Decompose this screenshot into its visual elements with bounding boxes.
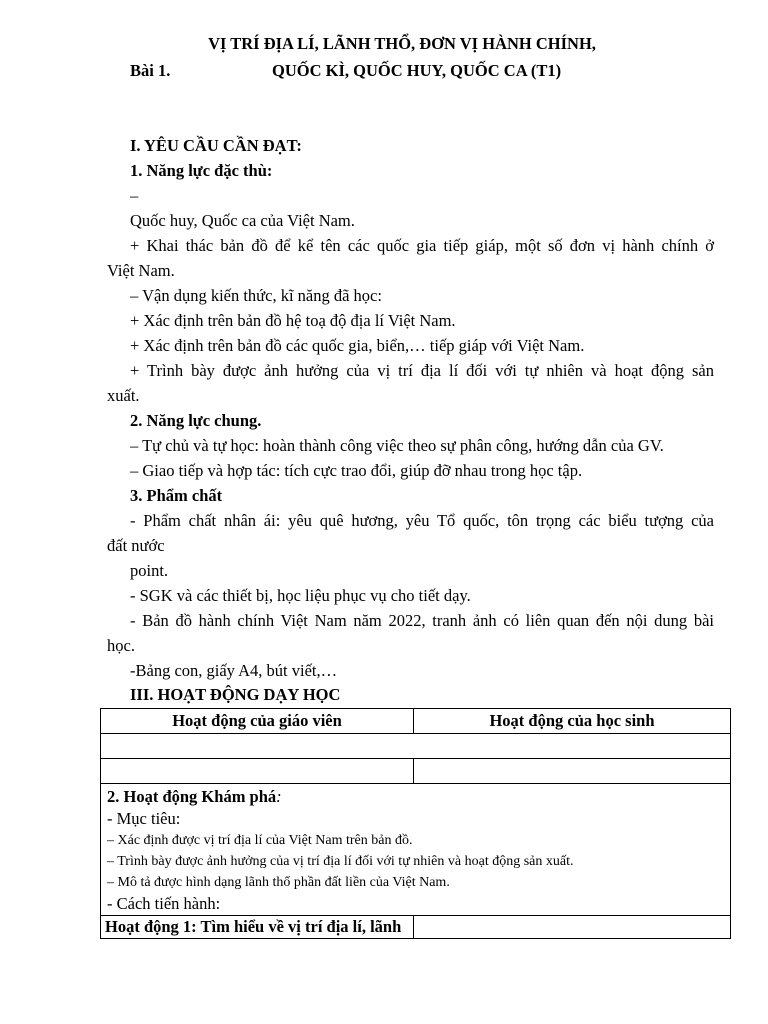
title-line-1: VỊ TRÍ ĐỊA LÍ, LÃNH THỔ, ĐƠN VỊ HÀNH CHÍNH,: [208, 34, 596, 53]
table-header-row: [101, 709, 731, 734]
subsection-3-heading: 3. Phẩm chất: [130, 486, 223, 505]
empty-cell: [414, 759, 731, 784]
subsection-2-heading: 2. Năng lực chung.: [130, 411, 262, 430]
explore-title: 2. Hoạt động Khám phá: [107, 787, 277, 806]
goal-3: – Mô tả được hình dạng lãnh thổ phần đất liền của Việt Nam.: [107, 875, 450, 890]
paragraph-12b: học.: [107, 636, 135, 655]
paragraph-4: + Xác định trên bản đồ hệ toạ độ địa lí Việt Nam.: [130, 311, 456, 330]
section-3-heading: III. HOẠT ĐỘNG DẠY HỌC: [130, 685, 341, 704]
title-line-2: QUỐC KÌ, QUỐC HUY, QUỐC CA (T1): [272, 61, 562, 80]
explore-cell: [101, 784, 731, 916]
goal-label: - Mục tiêu:: [107, 809, 181, 828]
paragraph-12a: - Bản đồ hành chính Việt Nam năm 2022, tranh ảnh có liên quan đến nội dung bài: [130, 611, 714, 630]
paragraph-13: -Bảng con, giấy A4, bút viết,…: [130, 661, 338, 680]
empty-cell: [414, 916, 731, 939]
paragraph-1: Quốc huy, Quốc ca của Việt Nam.: [130, 211, 355, 230]
paragraph-6b: xuất.: [107, 386, 140, 405]
paragraph-8: – Giao tiếp và hợp tác: tích cực trao đổi, giúp đỡ nhau trong học tập.: [130, 461, 583, 480]
paragraph-2a: + Khai thác bản đồ để kể tên các quốc gia tiếp giáp, một số đơn vị hành chính ở: [130, 236, 714, 255]
paragraph-2b: Việt Nam.: [107, 261, 175, 280]
table-row: [101, 784, 731, 916]
lesson-number: Bài 1.: [130, 61, 171, 80]
activity-table: [100, 708, 731, 939]
explore-heading: [107, 786, 724, 808]
explore-colon: :: [276, 787, 282, 806]
header-teacher: Hoạt động của giáo viên: [101, 709, 414, 734]
table-row: [101, 916, 731, 939]
paragraph-6a: + Trình bày được ảnh hưởng của vị trí địa lí đối với tự nhiên và hoạt động sản: [130, 361, 714, 380]
paragraph-3: – Vận dụng kiến thức, kĩ năng đã học:: [130, 286, 382, 305]
table-row: [101, 734, 731, 759]
goal-1: – Xác định được vị trí địa lí của Việt Nam trên bản đồ.: [107, 833, 413, 848]
paragraph-10: point.: [130, 561, 169, 580]
paragraph-11: - SGK và các thiết bị, học liệu phục vụ cho tiết dạy.: [130, 586, 471, 605]
header-student: Hoạt động của học sinh: [414, 709, 731, 734]
goal-2: – Trình bày được ảnh hưởng của vị trí địa lí đối với tự nhiên và hoạt động sản xuất.: [107, 854, 574, 869]
paragraph-9b: đất nước: [107, 536, 165, 555]
table-row: [101, 759, 731, 784]
paragraph-9a: - Phẩm chất nhân ái: yêu quê hương, yêu Tổ quốc, tôn trọng các biểu tượng của: [130, 511, 714, 530]
subsection-1-heading: 1. Năng lực đặc thù:: [130, 161, 273, 180]
method-label: - Cách tiến hành:: [107, 894, 221, 913]
empty-cell: [101, 759, 414, 784]
dash-line: –: [130, 186, 139, 205]
paragraph-5: + Xác định trên bản đồ các quốc gia, biển,… tiếp giáp với Việt Nam.: [130, 336, 585, 355]
paragraph-7: – Tự chủ và tự học: hoàn thành công việc theo sự phân công, hướng dẫn của GV.: [130, 436, 664, 455]
activity-1-title: Hoạt động 1: Tìm hiểu về vị trí địa lí, lãnh: [101, 916, 414, 939]
empty-cell: [101, 734, 731, 759]
section-1-heading: I. YÊU CẦU CẦN ĐẠT:: [130, 136, 302, 155]
